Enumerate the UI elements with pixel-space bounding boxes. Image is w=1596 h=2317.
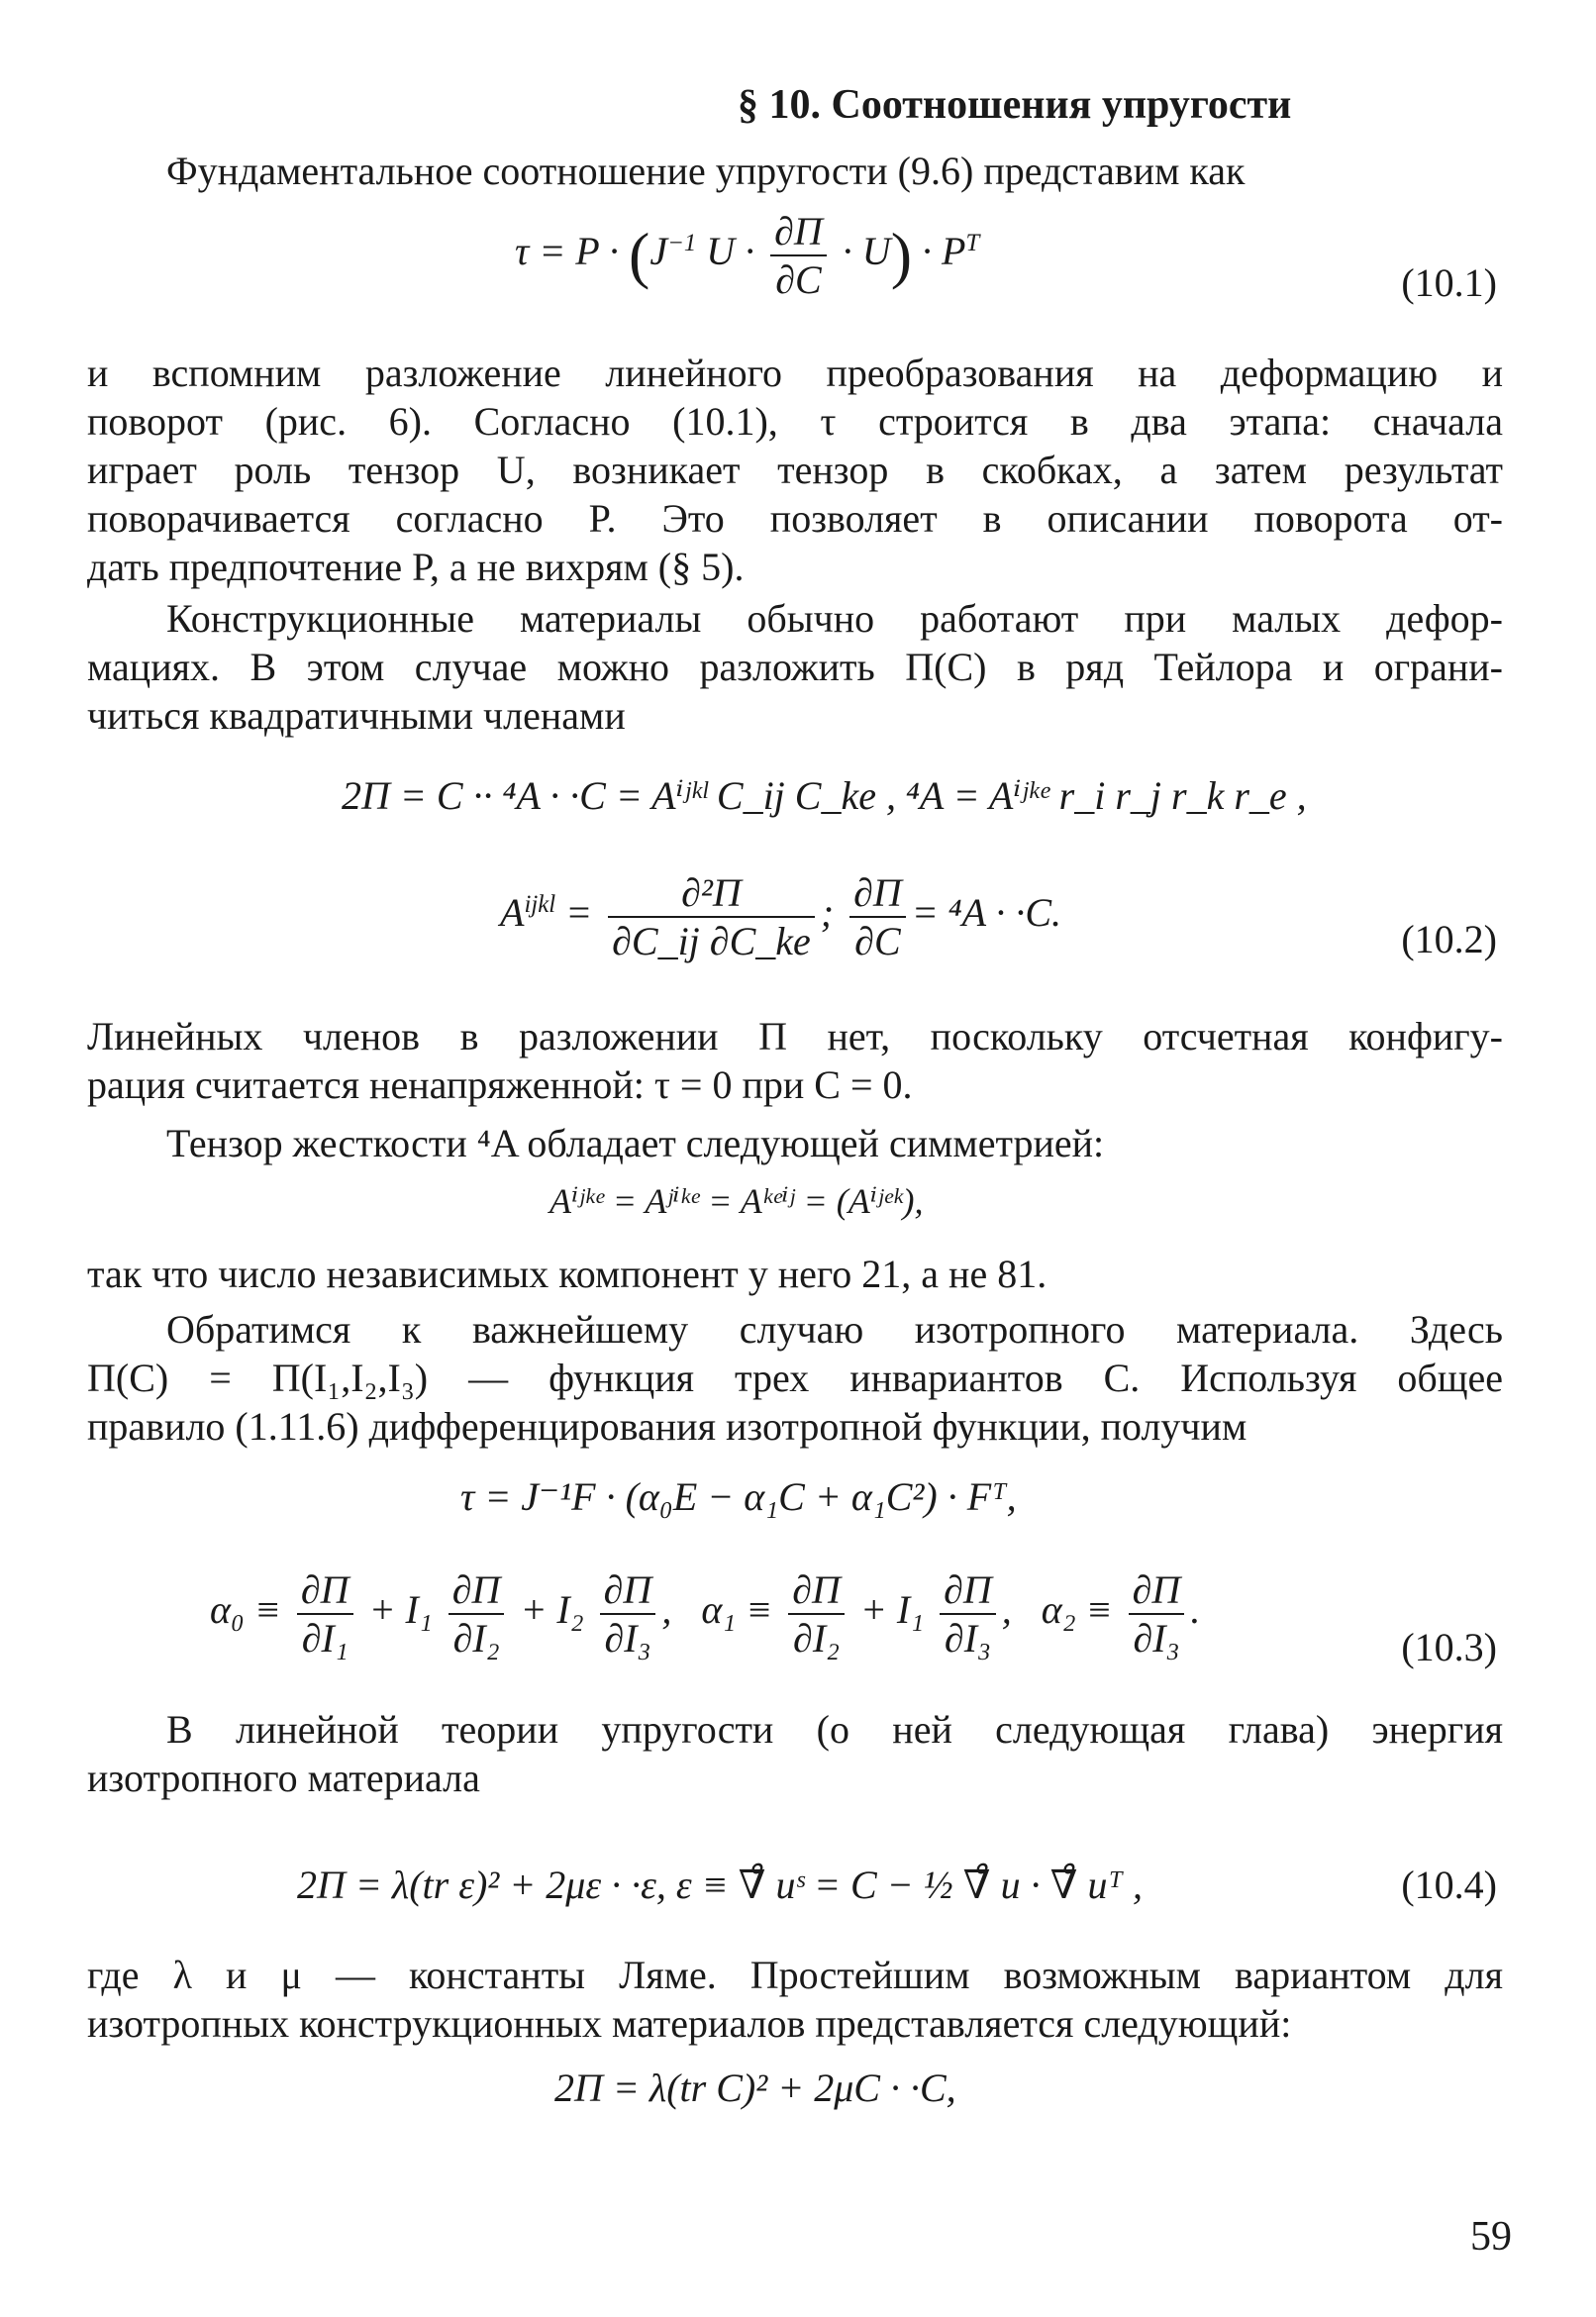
equation-10-2b: $A^{ijkl}$ = $\frac{\text{∂²П}}{\partial C\_ij \partial C\_ke}$ ; $\frac{\partial П}{\partial C}$ = ⁴A · ·C. [500,870,1062,963]
equation-number: (10.1) [1401,260,1497,305]
eq-term: + I₁ [368,1587,433,1633]
page-number: 59 [1470,2214,1512,2260]
fraction [849,869,906,964]
denominator: ∂C [775,257,822,302]
equation-10-1 [515,208,979,303]
text-line: Тензор жесткости ⁴A обладает следующей симметрией: [166,1121,1105,1165]
eq-term: ; [820,890,835,936]
denominator: ∂I₃ [1133,1616,1180,1661]
eq-term: + I₁ [859,1587,925,1633]
denominator: ∂I₁ [301,1616,349,1661]
paren-close: ) [890,220,912,290]
text-line: поворачивается согласно P. Это позволяет в описании поворота от- [87,496,1503,541]
text-line: изотропных конструкционных материалов представляется следующий: [87,2001,1292,2046]
equation-number: (10.3) [1401,1625,1497,1669]
paragraph-stiffness [87,1119,1503,1167]
eq-term: α₀ ≡ [210,1587,281,1633]
eq-term: α₂ ≡ [1041,1587,1113,1633]
paragraph-taylor [87,594,1503,740]
paragraph-lame [87,1951,1503,2048]
paragraph-intro [87,147,1503,195]
eq-sup: T [965,229,980,256]
text-line: мациях. В этом случае можно разложить П(C) в ряд Тейлора и ограни- [87,645,1503,689]
text-line: правило (1.11.6) дифференцирования изотропной функции, получим [87,1404,1247,1449]
numerator: ∂П [849,869,906,918]
text-line: Фундаментальное соотношение упругости (9.6) представим как [166,149,1246,193]
text-line: играет роль тензор U, возникает тензор в скобках, а затем результат [87,448,1503,492]
text-line: поворот (рис. 6). Согласно (10.1), τ строится в два этапа: сначала [87,399,1503,444]
eq-term: = ⁴A · ·C. [911,890,1062,936]
paragraph-linear-theory [87,1705,1503,1802]
numerator: ∂П [940,1566,996,1615]
text-line: Обратимся к важнейшему случаю изотропного материала. Здесь [166,1307,1503,1352]
eq-term: + I₂ [520,1587,584,1633]
fraction [297,1566,353,1662]
denominator: ∂C [854,919,901,963]
equation-final: 2П = λ(tr C)² + 2μC · ·C, [554,2065,956,2110]
equation-symmetry: Aⁱʲᵏᵉ = Aʲⁱᵏᵉ = Aᵏᵉⁱʲ = (Aⁱʲᵉᵏ), [549,1181,924,1221]
equation-number: (10.2) [1401,917,1497,961]
text-line: П(C) = П(I₁,I₂,I₃) — функция трех инвариантов C. Используя общее [87,1356,1503,1400]
numerator: ∂П [600,1566,656,1615]
eq-term: · P [922,229,966,274]
denominator: ∂I₂ [452,1616,500,1661]
denominator: ∂I₃ [944,1616,991,1661]
equation-number: (10.4) [1401,1863,1497,1907]
numerator: ∂П [1129,1566,1185,1615]
numerator: ∂П [770,208,827,256]
fraction [770,208,827,303]
eq-term: τ = P · [515,229,620,274]
text-line: рация считается ненапряженной: τ = 0 при C = 0. [87,1062,913,1107]
fraction [1129,1566,1185,1662]
text-line: где λ и μ — константы Ляме. Простейшим возможным вариантом для [87,1953,1503,1997]
paragraph-decomposition [87,349,1503,591]
text-line: так что число независимых компонент у него 21, а не 81. [87,1252,1047,1296]
eq-term: U · [706,229,755,274]
denominator: ∂C_ij ∂C_ke [612,919,811,963]
eq-sup: −1 [667,229,697,256]
text-line: Конструкционные материалы обычно работают при малых дефор- [166,596,1503,641]
numerator: ∂П [788,1566,845,1615]
fraction [608,869,815,964]
eq-term: α₁ ≡ [701,1587,773,1633]
eq-term: J [649,229,668,274]
text-line: и вспомним разложение линейного преобразования на деформацию и [87,351,1503,395]
eq-term: · U [842,229,891,274]
numerator: ∂²П [608,869,815,918]
text-line: дать предпочтение P, а не вихрям (§ 5). [87,545,745,589]
equation-10-4: 2П = λ(tr ε)² + 2με · ·ε, ε ≡ ∇̊ uˢ = C − ½ ∇̊ u · ∇̊ uᵀ , [297,1863,1143,1907]
paragraph-linear-terms [87,1012,1503,1109]
equation-10-2a: 2П = C ·· ⁴A · ·C = Aⁱʲᵏˡ C_ij C_ke , ⁴A = Aⁱʲᵏᵉ r_i r_j r_k r_e , [342,773,1307,818]
eq-term: A [500,890,525,936]
fraction [940,1566,996,1662]
paragraph-components [87,1250,1503,1298]
denominator: ∂I₂ [793,1616,841,1661]
fraction [449,1566,505,1662]
text-line: В линейной теории упругости (о ней следующая глава) энергия [166,1707,1503,1752]
text-line: изотропного материала [87,1756,480,1800]
numerator: ∂П [449,1566,505,1615]
fraction [788,1566,845,1662]
denominator: ∂I₃ [604,1616,651,1661]
text-line: Линейных членов в разложении П нет, поскольку отсчетная конфигу- [87,1014,1503,1058]
paren-open: ( [629,220,650,290]
numerator: ∂П [297,1566,353,1615]
eq-sup: ijkl [524,890,556,918]
fraction [600,1566,656,1662]
equation-10-3a: τ = J⁻¹F · (α₀E − α₁C + α₁C²) · Fᵀ, [460,1474,1017,1519]
text-line: читься квадратичными членами [87,693,626,738]
section-heading: § 10. Соотношения упругости [738,82,1292,128]
equation-10-3b: α₀ ≡ $\frac{\partial П}{\text{∂I₁}}$ + I₁ $\frac{\partial П}{\text{∂I₂}}$ + I₂ $\frac{\partial П}{\text{∂I₃}}$ , α₁ ≡ $\frac{\partial П}{\text{∂I₂}}$ + I₁ $\frac{\partial П}{\text{∂I₃}}$ , α₂ ≡ $\frac{\partial П}{\text{∂I₃}}$ . [210,1567,1201,1661]
paragraph-isotropic [87,1305,1503,1451]
